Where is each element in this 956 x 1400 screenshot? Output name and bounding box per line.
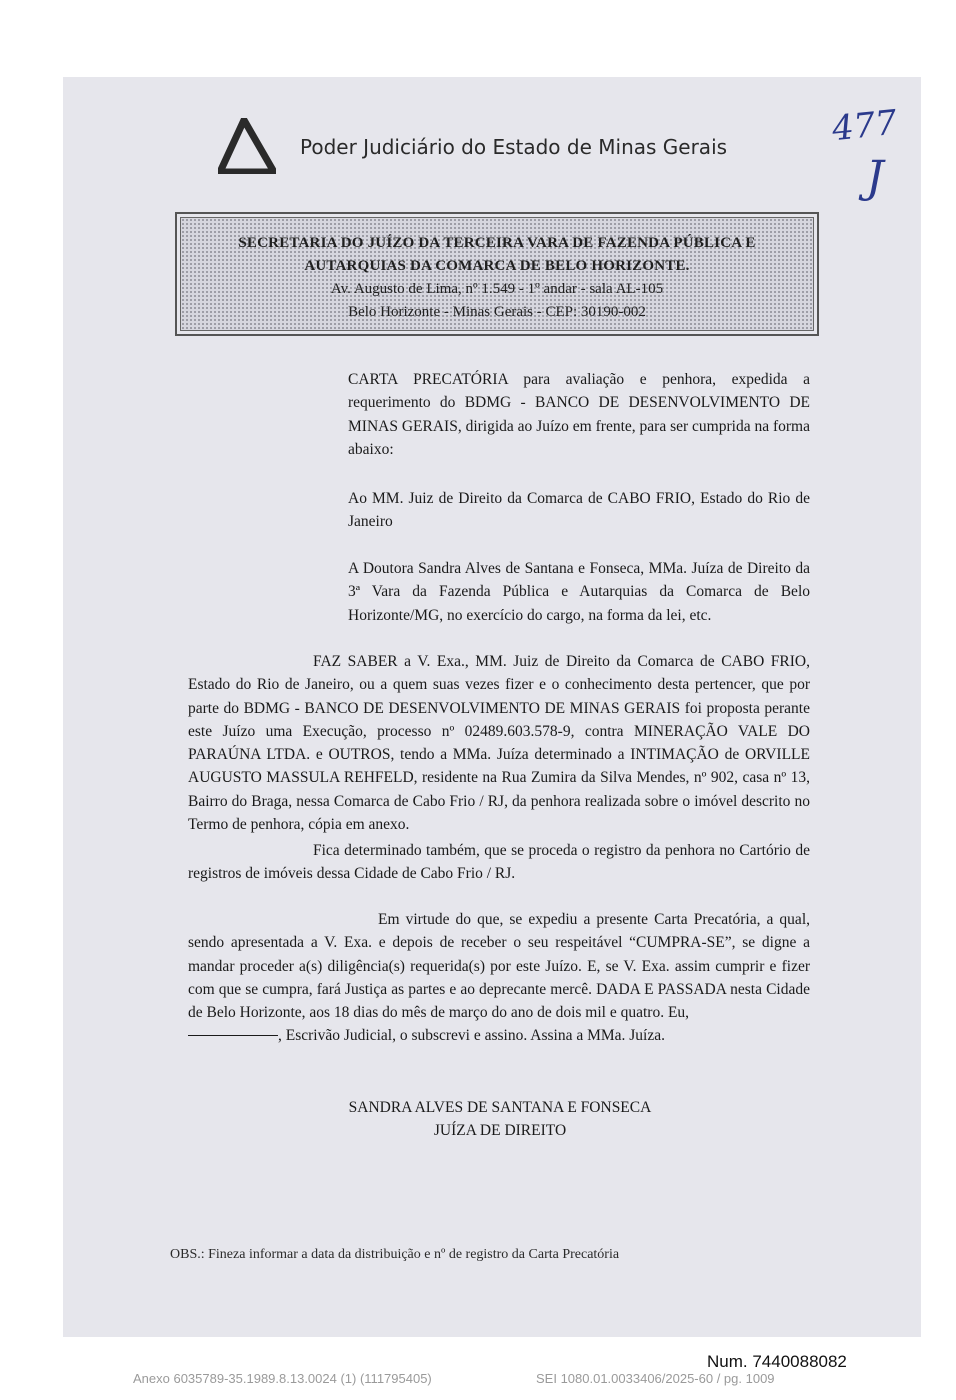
court-header-title: Poder Judiciário do Estado de Minas Gerais: [300, 135, 728, 159]
document-number-stamp: Num. 7440088082: [707, 1352, 847, 1371]
office-city-cep: Belo Horizonte - Minas Gerais - CEP: 30190-002: [348, 304, 646, 320]
office-address: Av. Augusto de Lima, nº 1.549 - 1º andar - sala AL-105: [330, 281, 664, 297]
signature-name: SANDRA ALVES DE SANTANA E FONSECA: [348, 1099, 652, 1116]
signature-block: [300, 1096, 700, 1142]
court-office-box: [175, 212, 819, 336]
signature-blank-line: [188, 1035, 278, 1036]
footer-sei-ref: SEI 1080.01.0033406/2025-60 / pg. 1009: [536, 1371, 775, 1386]
office-name-line2: AUTARQUIAS DA COMARCA DE BELO HORIZONTE.: [304, 258, 690, 274]
closing-text: Em virtude do que, se expediu a presente Carta Precatória, a qual, sendo apresentada a V. Exa. e depois de receber o seu respeitável “CUMPRA-SE”, se digne a mandar proceder a(s) diligência(s) requerida(s) por este Juízo. E, se V. Exa. assim cumprir e fizer com que se cumpra, fará Justiça as partes e ao deprecante mercê. DADA E PASSADA nesta Cidade de Belo Horizonte, aos 18 dias do mês de março do ano de dois mil e quatro. Eu,: [188, 911, 810, 1022]
faz-saber-paragraph: FAZ SABER a V. Exa., MM. Juiz de Direito da Comarca de CABO FRIO, Estado do Rio de Janeiro, ou a quem suas vezes fizer e o conhecimento desta pertencer, que por parte do BDMG - BANCO DE DESENVOLVIMENTO DE MINAS GERAIS foi proposta perante este Juízo uma Execução, processo nº 02489.603.578-9, contra MINERAÇÃO VALE DO PARAÚNA LTDA. e OUTROS, tendo a MMa. Juíza determinado a INTIMAÇÃO de ORVILLE AUGUSTO MASSULA REHFELD, residente na Rua Zumira da Silva Mendes, nº 902, casa nº 13, Bairro do Braga, nessa Comarca de Cabo Frio / RJ, da penhora realizada sobre o imóvel descrito no Termo de penhora, cópia em anexo.: [188, 653, 810, 834]
handwritten-initial: J: [866, 152, 884, 203]
office-name-line1: SECRETARIA DO JUÍZO DA TERCEIRA VARA DE FAZENDA PÚBLICA E: [238, 235, 756, 251]
closing-text-end: , Escrivão Judicial, o subscrevi e assino. Assina a MMa. Juíza.: [278, 1027, 665, 1045]
triangle-logo-icon: [218, 118, 276, 174]
obs-note: OBS.: Fineza informar a data da distribuição e nº de registro da Carta Precatória: [170, 1247, 620, 1262]
signature-role: JUÍZA DE DIREITO: [433, 1122, 567, 1139]
handwritten-page-number: 477: [830, 102, 899, 150]
addressee-paragraph: Ao MM. Juiz de Direito da Comarca de CABO FRIO, Estado do Rio de Janeiro: [348, 490, 810, 531]
judge-paragraph: A Doutora Sandra Alves de Santana e Fonseca, MMa. Juíza de Direito da 3ª Vara da Fazenda Pública e Autarquias da Comarca de Belo Horizonte/MG, no exercício do cargo, na forma da lei, etc.: [348, 560, 810, 624]
footer-annex-ref: Anexo 6035789-35.1989.8.13.0024 (1) (111795405): [133, 1371, 432, 1386]
intro-paragraph: CARTA PRECATÓRIA para avaliação e penhora, expedida a requerimento do BDMG - BANCO DE DESENVOLVIMENTO DE MINAS GERAIS, dirigida ao Juízo em frente, para ser cumprida na forma abaixo:: [348, 371, 810, 458]
closing-paragraph: [188, 908, 810, 1048]
registry-paragraph: Fica determinado também, que se proceda o registro da penhora no Cartório de registros de imóveis dessa Cidade de Cabo Frio / RJ.: [188, 842, 810, 883]
